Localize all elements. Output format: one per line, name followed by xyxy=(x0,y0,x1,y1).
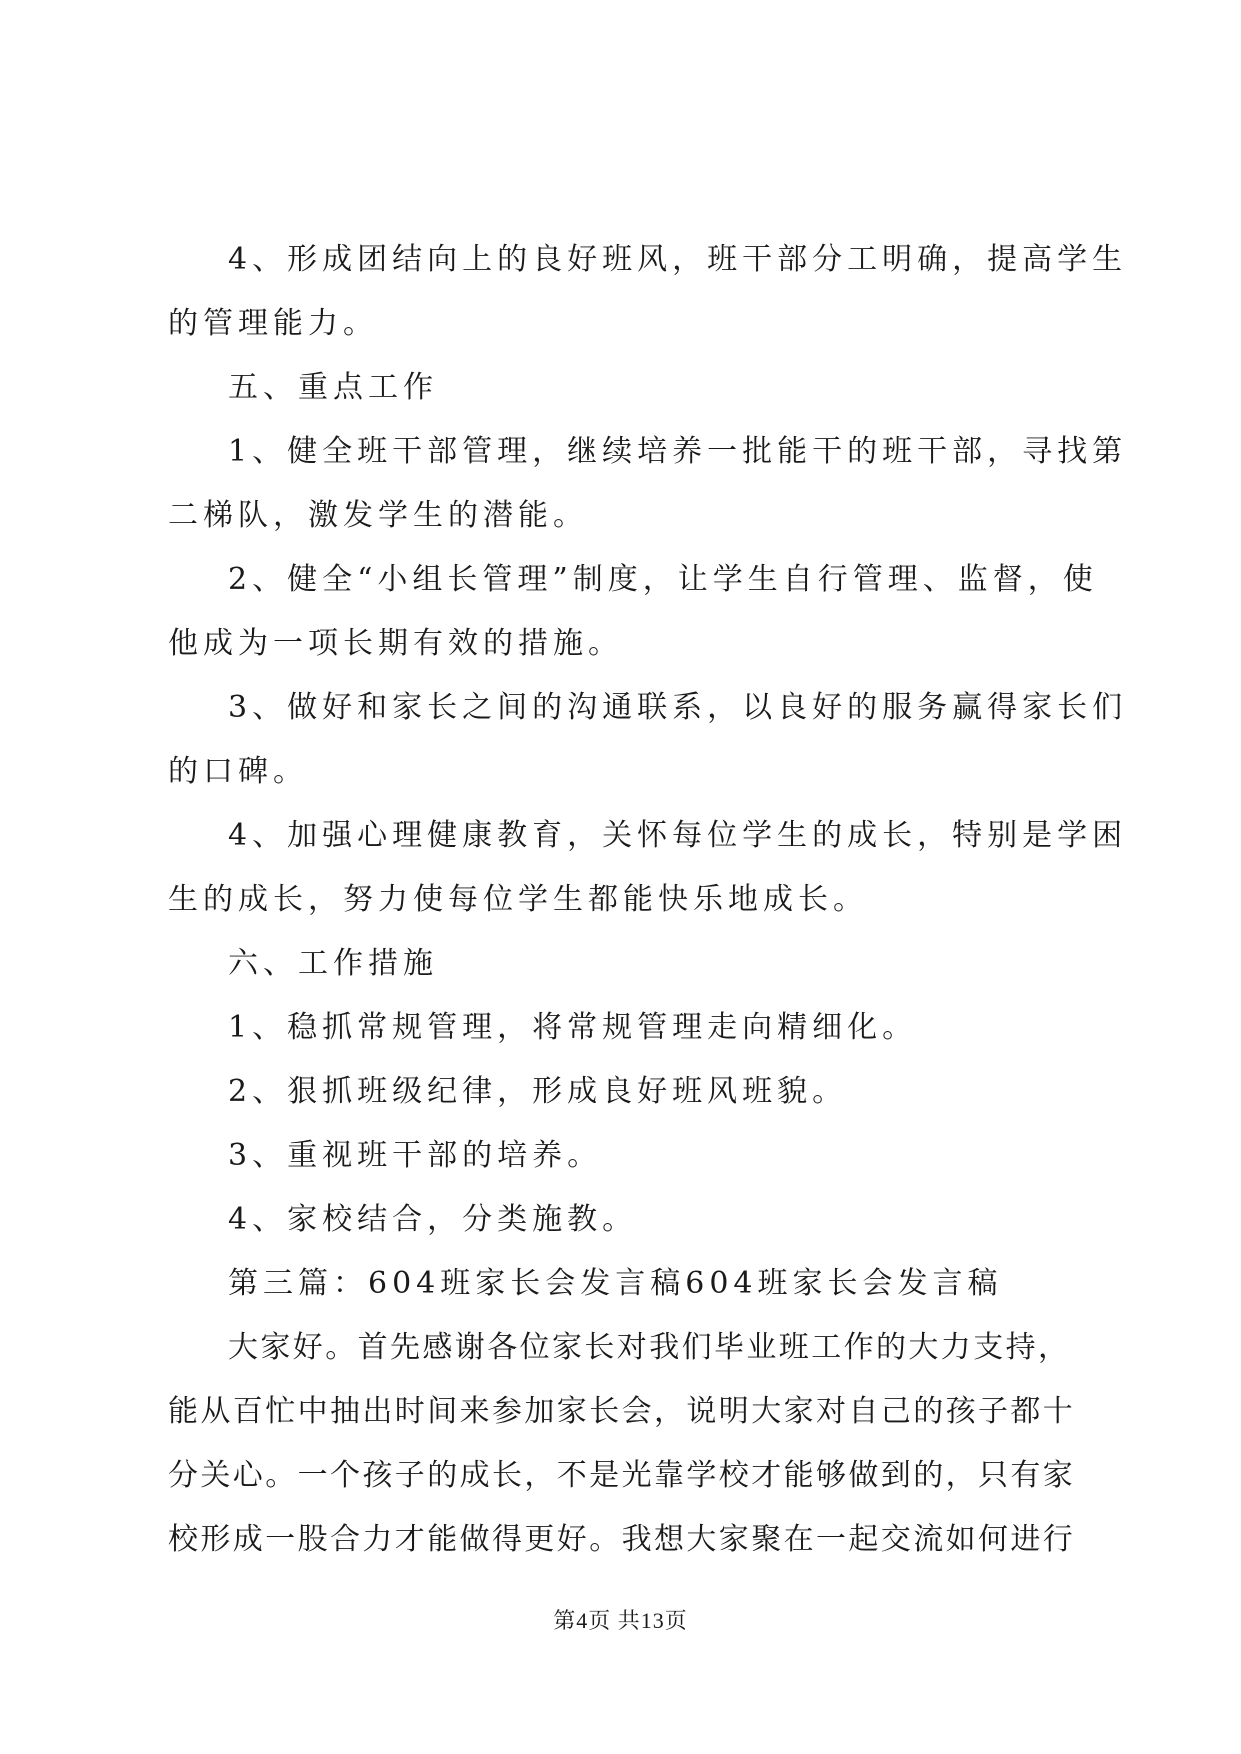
section-heading: 五、重点工作 xyxy=(228,370,438,405)
paragraph-line: 大家好。首先感谢各位家长对我们毕业班工作的大力支持， xyxy=(228,1330,1071,1365)
paragraph-line: 校形成一股合力才能做得更好。我想大家聚在一起交流如何进行 xyxy=(168,1522,1076,1557)
paragraph-line: 3、做好和家长之间的沟通联系，以良好的服务赢得家长们 xyxy=(228,690,1128,725)
paragraph-line: 能从百忙中抽出时间来参加家长会，说明大家对自己的孩子都十 xyxy=(168,1394,1076,1429)
paragraph-line: 他成为一项长期有效的措施。 xyxy=(168,626,623,661)
paragraph-line: 的管理能力。 xyxy=(168,306,378,341)
paragraph-line: 3、重视班干部的培养。 xyxy=(228,1138,603,1173)
paragraph-line: 4、家校结合，分类施教。 xyxy=(228,1202,638,1237)
paragraph-line: 1、稳抓常规管理，将常规管理走向精细化。 xyxy=(228,1010,918,1045)
page-number-footer: 第4页 共13页 xyxy=(553,1608,688,1633)
paragraph-line: 2、狠抓班级纪律，形成良好班风班貌。 xyxy=(228,1074,848,1109)
paragraph-line: 二梯队，激发学生的潜能。 xyxy=(168,498,588,533)
section-heading: 六、工作措施 xyxy=(228,946,438,981)
chapter-title: 第三篇：604班家长会发言稿604班家长会发言稿 xyxy=(228,1266,1003,1301)
paragraph-line: 分关心。一个孩子的成长，不是光靠学校才能够做到的，只有家 xyxy=(168,1458,1076,1493)
paragraph-line: 生的成长，努力使每位学生都能快乐地成长。 xyxy=(168,882,868,917)
document-body xyxy=(168,228,1128,1572)
paragraph-line: 4、形成团结向上的良好班风，班干部分工明确，提高学生 xyxy=(228,242,1128,277)
paragraph-line: 4、加强心理健康教育，关怀每位学生的成长，特别是学困 xyxy=(228,818,1128,853)
paragraph-line: 的口碑。 xyxy=(168,754,308,789)
paragraph-line: 1、健全班干部管理，继续培养一批能干的班干部，寻找第 xyxy=(228,434,1128,469)
paragraph-line: 2、健全“小组长管理”制度，让学生自行管理、监督，使 xyxy=(228,562,1098,597)
